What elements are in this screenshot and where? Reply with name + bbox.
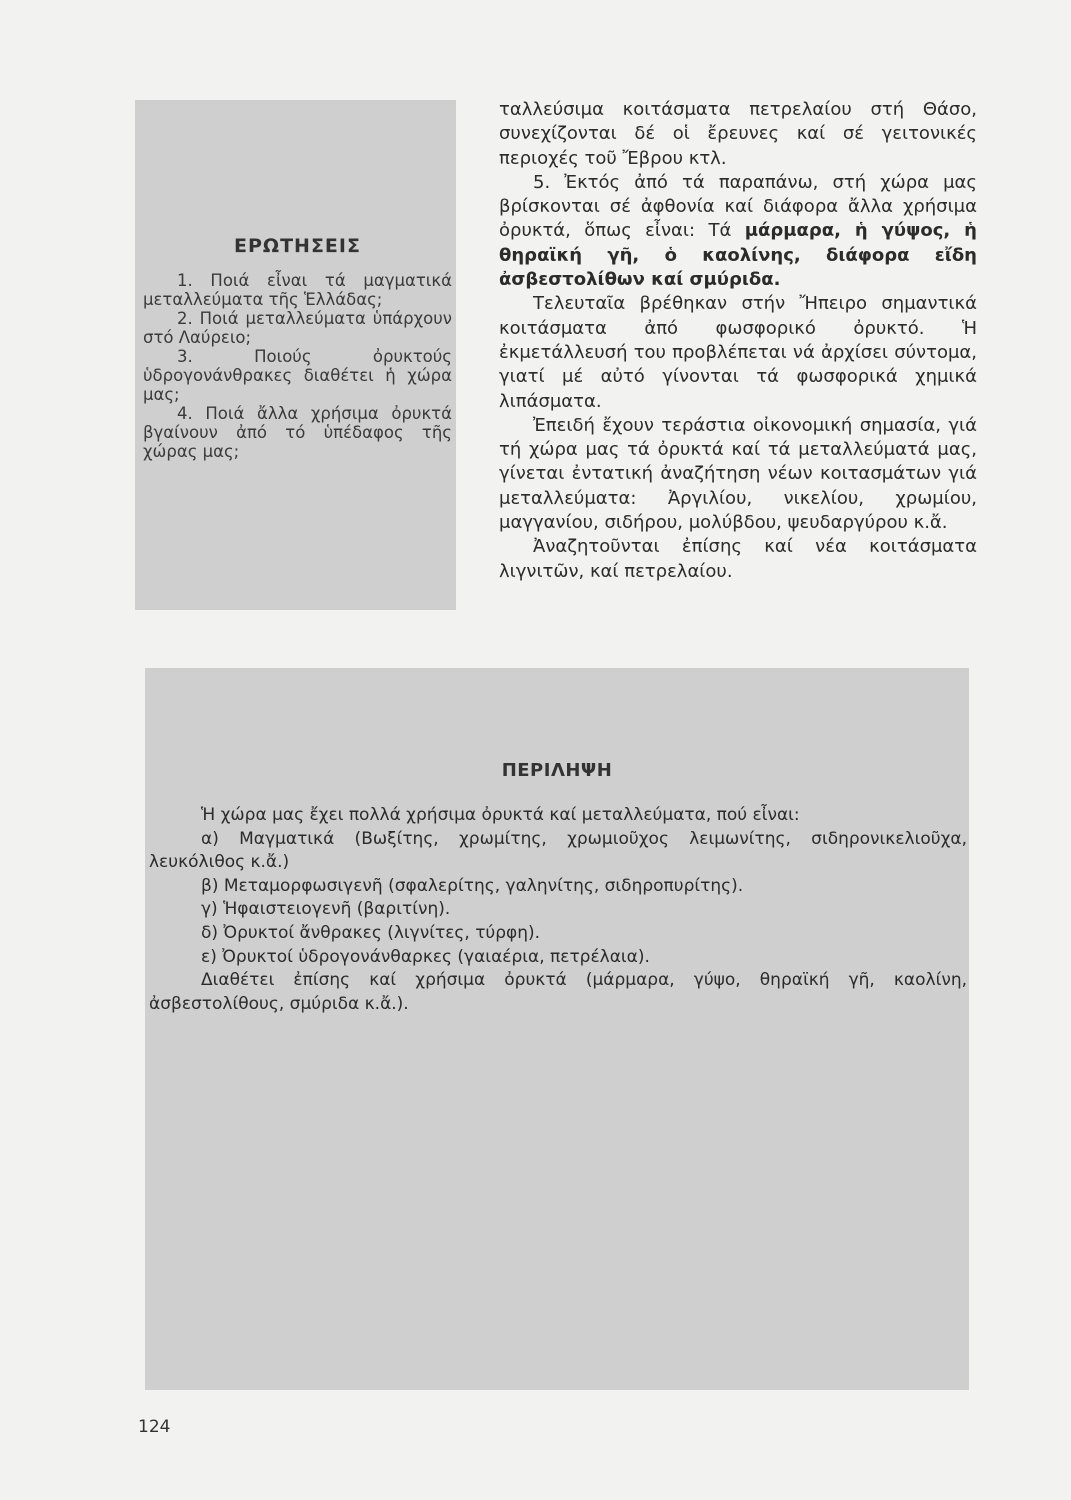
questions-box — [135, 100, 456, 610]
summary-title: ΠΕΡΙΛΗΨΗ — [501, 760, 613, 781]
summary-box — [145, 668, 969, 1390]
summary-intro: Ἡ χώρα μας ἔχει πολλά χρήσιμα ὀρυκτά καί μεταλλεύματα, πού εἶναι: — [201, 805, 800, 825]
summary-item-c: γ) Ἡφαιστειογενῆ (βαριτίνη). — [201, 899, 451, 920]
question-4: 4. Ποιά ἄλλα χρήσιμα ὀρυκτά βγαίνουν ἀπό τό ὑπέδαφος τῆς χώρας μας; — [143, 404, 452, 461]
main-paragraph-2 — [499, 171, 977, 292]
summary-item-e: ε) Ὀρυκτοί ὑδρογονάνθαρκες (γαιαέρια, πετρέλαια). — [201, 946, 650, 967]
summary-closing: Διαθέτει ἐπίσης καί χρήσιμα ὀρυκτά (μάρμαρα, γύψο, θηραϊκή γῆ, καολίνη, ἀσβεστολίθους, σμύριδα κ.ἄ.). — [149, 970, 967, 1014]
summary-item-a: α) Μαγματικά (Βωξίτης, χρωμίτης, χρωμιοῦχος λειμωνίτης, σιδηρονικελιοῦχα, λευκόλιθος κ.ἄ.) — [149, 828, 967, 873]
main-paragraph-5: Ἀναζητοῦνται ἐπίσης καί νέα κοιτάσματα λιγνιτῶν, καί πετρελαίου. — [499, 536, 977, 582]
main-paragraph-2-bold: μάρμαρα, ἡ γύψος, ἡ θηραϊκή γῆ, ὁ καολίνης, διάφορα εἴδη ἀσβεστολίθων καί σμύριδα. — [499, 220, 977, 291]
main-paragraph-1: ταλλεύσιμα κοιτάσματα πετρελαίου στή Θάσο, συνεχίζονται δέ οἱ ἔρευνες καί σέ γειτονικές περιοχές τοῦ Ἔβρου κτλ. — [499, 99, 977, 169]
main-paragraph-2-text: 5. Ἐκτός ἀπό τά παραπάνω, στή χώρα μας βρίσκονται σέ ἀφθονία καί διάφορα ἄλλα χρήσιμα ὀρυκτά, ὅπως εἶναι: Τά — [499, 171, 977, 242]
summary-item-d: δ) Ὀρυκτοί ἄνθρακες (λιγνίτες, τύρφη). — [201, 922, 541, 943]
page-number: 124 — [138, 1417, 171, 1437]
questions-title: ΕΡΩΤΗΣΕΙΣ — [234, 235, 361, 257]
main-paragraph-4: Ἐπειδή ἔχουν τεράστια οἰκονομική σημασία, γιά τή χώρα μας τά ὀρυκτά καί τά μεταλλεύματά μας, γίνεται ἐντατική ἀναζήτηση νέων κοιτασμάτων γιά μεταλλεύματα: Ἀργιλίου, νικελίου, χρωμίου, μαγγανίου, σιδήρου, μολύβδου, ψευδαργύρου κ.ἄ. — [499, 414, 977, 534]
summary-body — [149, 804, 967, 1016]
question-2: 2. Ποιά μεταλλεύματα ὑπάρχουν στό Λαύρειο; — [143, 309, 452, 347]
main-paragraph-3: Τελευταῖα βρέθηκαν στήν Ἤπειρο σημαντικά κοιτάσματα ἀπό φωσφορικό ὀρυκτό. Ἡ ἐκμετάλλευσή του προβλέπεται νά ἀρχίσει σύντομα, γιατί μέ αὐτό γίνονται τά φωσφορικά χημικά λιπάσματα. — [499, 293, 977, 412]
question-1: 1. Ποιά εἶναι τά μαγματικά μεταλλεύματα τῆς Ἑλλάδας; — [143, 271, 452, 309]
main-text-column — [499, 98, 977, 584]
question-3: 3. Ποιούς ὀρυκτούς ὑδρογονάνθρακες διαθέτει ἡ χώρα μας; — [143, 347, 452, 404]
summary-item-b: β) Μεταμορφωσιγενῆ (σφαλερίτης, γαληνίτης, σιδηροπυρίτης). — [201, 875, 744, 896]
